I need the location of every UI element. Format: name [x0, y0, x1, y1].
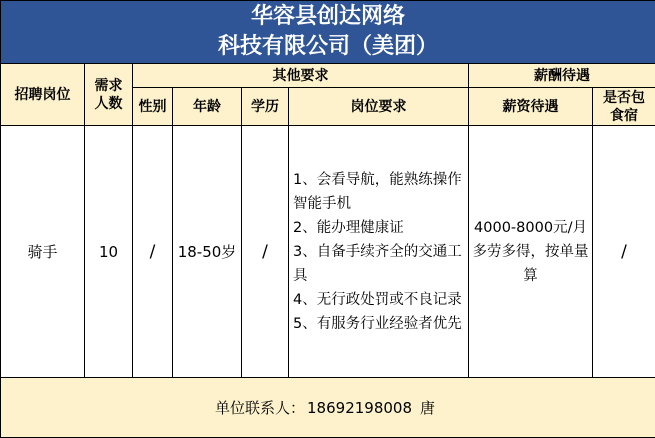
header-salary: 薪资待遇 — [469, 88, 593, 126]
requirement-item: 5、有服务行业经验者优先 — [293, 312, 464, 336]
cell-position: 骑手 — [1, 126, 85, 378]
header-education: 学历 — [242, 88, 289, 126]
header-position: 招聘岗位 — [1, 64, 85, 126]
header-compensation: 薪酬待遇 — [469, 64, 655, 88]
requirement-item: 3、自备手续齐全的交通工具 — [293, 240, 464, 288]
header-job-requirements: 岗位要求 — [289, 88, 469, 126]
cell-education: / — [242, 126, 289, 378]
cell-room-board: / — [593, 126, 655, 378]
header-room-board-label: 是否包食宿 — [602, 89, 645, 125]
header-age: 年龄 — [173, 88, 242, 126]
cell-headcount: 10 — [85, 126, 133, 378]
cell-salary: 4000-8000元/月多劳多得，按单量算 — [469, 126, 593, 378]
company-title — [1, 1, 655, 64]
header-headcount-label: 需求人数 — [94, 77, 123, 113]
contact-name: 唐 — [420, 399, 435, 417]
contact-footer — [1, 378, 655, 438]
header-room-board — [593, 88, 655, 126]
cell-age: 18-50岁 — [173, 126, 242, 378]
header-other-requirements: 其他要求 — [133, 64, 469, 88]
requirement-item: 1、会看导航，能熟练操作智能手机 — [293, 168, 464, 216]
cell-gender: / — [133, 126, 173, 378]
contact-phone: 18692198008 — [307, 399, 412, 417]
cell-job-requirements — [289, 126, 469, 378]
company-title-line-1: 华容县创达网络 — [1, 2, 655, 32]
header-gender: 性别 — [133, 88, 173, 126]
company-title-line-2: 科技有限公司（美团） — [1, 32, 655, 62]
requirement-item: 2、能办理健康证 — [293, 216, 464, 240]
header-headcount — [85, 64, 133, 126]
requirement-item: 4、无行政处罚或不良记录 — [293, 288, 464, 312]
contact-label: 单位联系人： — [215, 399, 305, 417]
